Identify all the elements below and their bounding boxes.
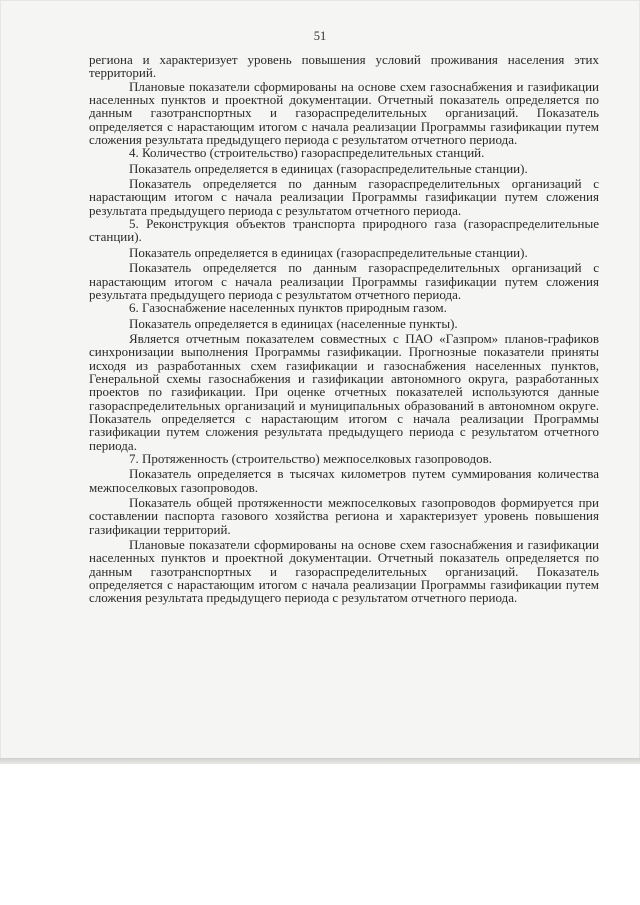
paragraph: Показатель определяется в тысячах километров путем суммирования количества межпоселковых газопроводов. — [89, 466, 599, 495]
paragraph: региона и характеризует уровень повышения условий проживания населения этих территорий. — [89, 52, 599, 81]
paragraph: Является отчетным показателем совместных с ПАО «Газпром» планов-графиков синхронизации выполнения Программы газификации. Прогнозные показатели приняты исходя из разработанных схем газификации и газоснабжения населенных пунктов, Генеральной схемы газоснабжения и газификации автономного округа, разработанных проектов по газификации. При оценке отчетных показателей используются данные газораспределительных организаций и муниципальных образований в автономном округе. Показатель определяется с нарастающим итогом с начала реализации Программы газификации путем сложения результата предыдущего периода с результатом отчетного периода. — [89, 330, 599, 453]
paragraph: Плановые показатели сформированы на основе схем газоснабжения и газификации населенных пунктов и проектной документации. Отчетный показатель определяется по данным газотранспортных и газораспределительных организаций. Показатель определяется с нарастающим итогом с начала реализации Программы газификации путем сложения результата предыдущего периода с результатом отчетного периода. — [89, 537, 599, 606]
section-heading: 6. Газоснабжение населенных пунктов природным газом. — [129, 300, 447, 316]
paragraph: Показатель определяется в единицах (газораспределительные станции). — [129, 160, 528, 176]
section-heading: 7. Протяженность (строительство) межпоселковых газопроводов. — [129, 450, 493, 466]
paragraph: Показатель определяется в единицах (газораспределительные станции). — [129, 244, 528, 260]
paragraph: Показатель определяется по данным газораспределительных организаций с нарастающим итогом с начала реализации Программы газификации путем сложения результата предыдущего периода с результатом отчетного периода. — [89, 260, 599, 302]
paragraph: Плановые показатели сформированы на основе схем газоснабжения и газификации населенных пунктов и проектной документации. Отчетный показатель определяется по данным газотранспортных и газораспределительных организаций. Показатель определяется с нарастающим итогом с начала реализации Программы газификации путем сложения результата предыдущего периода с результатом отчетного периода. — [89, 78, 599, 148]
paragraph: Показатель общей протяженности межпоселковых газопроводов формируется при составлении паспорта газового хозяйства региона и характеризует уровень повышения газификации территорий. — [89, 495, 599, 537]
section-heading: 4. Количество (строительство) газораспределительных станций. — [129, 145, 485, 161]
page-number: 51 — [313, 29, 327, 43]
section-heading: 5. Реконструкция объектов транспорта природного газа (газораспределительные станции). — [89, 216, 599, 245]
document-body — [89, 53, 599, 605]
page-bottom-edge — [0, 758, 640, 764]
paragraph: Показатель определяется в единицах (населенные пункты). — [129, 315, 458, 331]
paragraph: Показатель определяется по данным газораспределительных организаций с нарастающим итогом с начала реализации Программы газификации путем сложения результата предыдущего периода с результатом отчетного периода. — [89, 176, 599, 218]
